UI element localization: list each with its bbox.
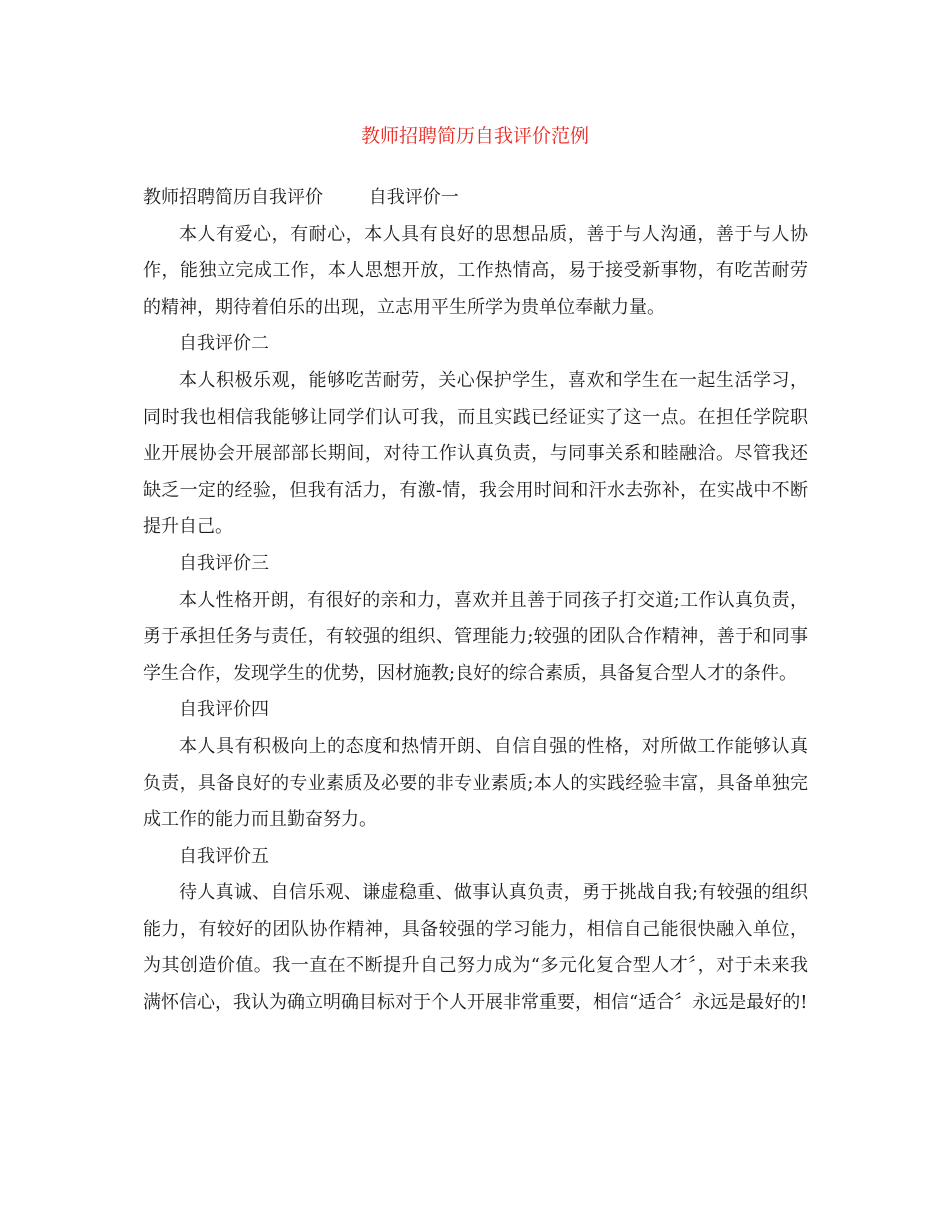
- section-heading-5: 自我评价五: [179, 845, 269, 867]
- section-body-4: 本人具有积极向上的态度和热情开朗、自信自强的性格，对所做工作能够认真负责，具备良好的专业素质及必要的非专业素质;本人的实践经验丰富，具备单独完成工作的能力而且勤奋努力。: [143, 735, 808, 831]
- section-heading-4: 自我评价四: [179, 699, 269, 721]
- intro-line: [143, 180, 808, 217]
- intro-heading: 教师招聘简历自我评价: [143, 187, 323, 208]
- section-body-1: 本人有爱心，有耐心，本人具有良好的思想品质，善于与人沟通，善于与人协作，能独立完成工作，本人思想开放，工作热情高，易于接受新事物，有吃苦耐劳的精神，期待着伯乐的出现，立志用平生所学为贵单位奉献力量。: [143, 223, 808, 318]
- document-body: [143, 180, 808, 1022]
- section-body-5: 待人真诚、自信乐观、谦虚稳重、做事认真负责，勇于挑战自我;有较强的组织能力，有较好的团队协作精神，具备较强的学习能力，相信自己能很快融入单位，为其创造价值。我一直在不断提升自己努力成为“多元化复合型人才〞，对于未来我满怀信心，我认为确立明确目标对于个人开展非常重要，相信“适合〞永远是最好的!: [143, 882, 808, 1014]
- section-heading-3: 自我评价三: [179, 552, 269, 574]
- section-heading-2: 自我评价二: [179, 333, 269, 355]
- page-title: 教师招聘简历自我评价范例: [360, 125, 589, 147]
- section-body-3: 本人性格开朗，有很好的亲和力，喜欢并且善于同孩子打交道;工作认真负责，勇于承担任务与责任，有较强的组织、管理能力;较强的团队合作精神，善于和同事学生合作，发现学生的优势，因材施教;良好的综合素质，具备复合型人才的条件。: [143, 589, 808, 684]
- section-body-2: 本人积极乐观，能够吃苦耐劳，关心保护学生，喜欢和学生在一起生活学习，同时我也相信我能够让同学们认可我，而且实践已经证实了这一点。在担任学院职业开展协会开展部部长期间，对待工作认真负责，与同事关系和睦融洽。尽管我还缺乏一定的经验，但我有活力，有激-情，我会用时间和汗水去弥补，在实战中不断提升自己。: [143, 369, 808, 538]
- section-heading-1: 自我评价一: [368, 187, 459, 208]
